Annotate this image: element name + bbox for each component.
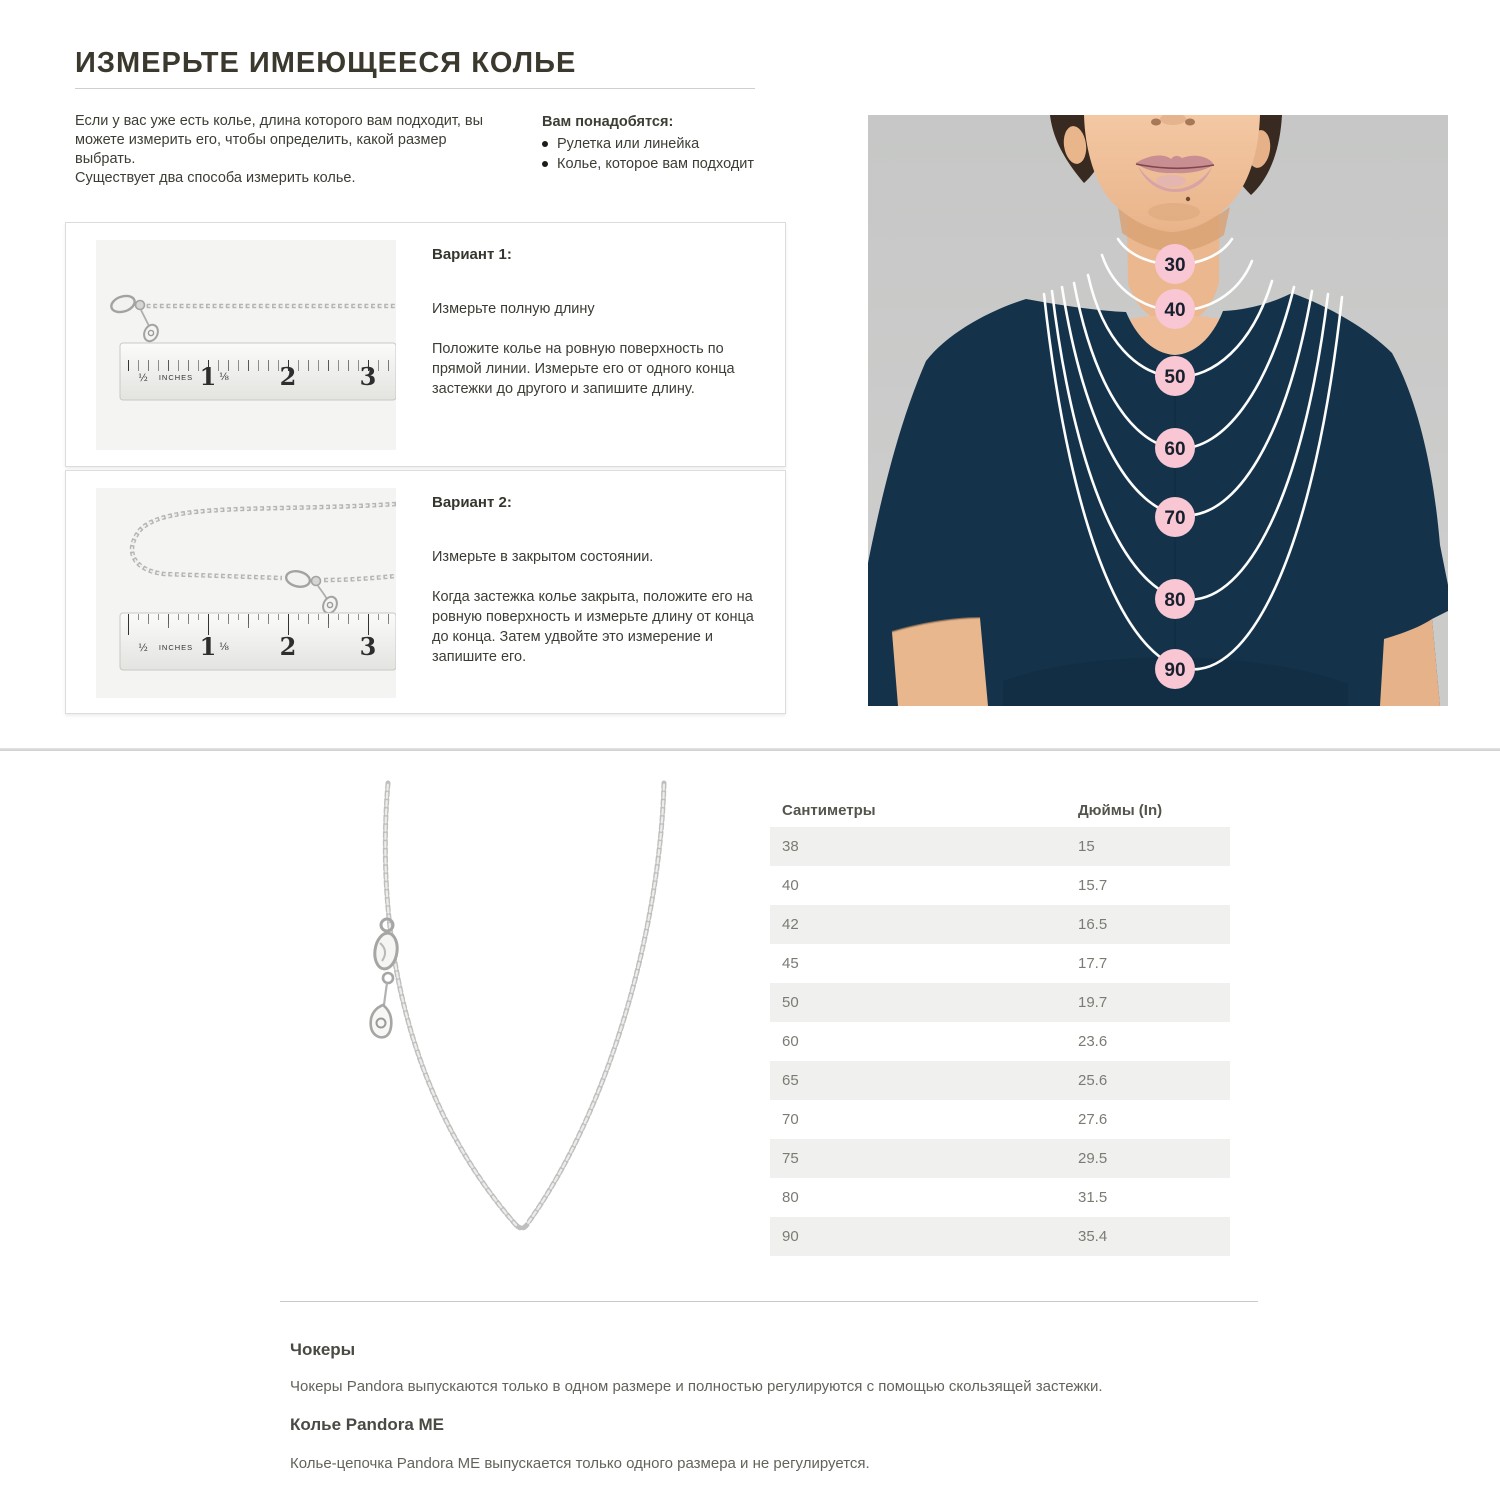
ruler-label: 2	[279, 362, 297, 391]
cell-cm: 42	[782, 916, 799, 933]
intro-text	[75, 112, 485, 188]
option-2-text	[432, 493, 772, 667]
cell-cm: 65	[782, 1072, 799, 1089]
ruler-label: INCHES	[158, 373, 194, 382]
footer-divider	[280, 1301, 1258, 1302]
cell-cm: 60	[782, 1033, 799, 1050]
product-necklace-image	[290, 775, 730, 1255]
table-row	[770, 905, 1230, 944]
cell-inches: 17.7	[1078, 955, 1108, 972]
table-row	[770, 1139, 1230, 1178]
page-title: ИЗМЕРЬТЕ ИМЕЮЩЕЕСЯ КОЛЬЕ	[75, 47, 577, 80]
cell-cm: 38	[782, 838, 799, 855]
size-circle-label: 40	[1164, 300, 1186, 321]
list-item	[542, 154, 782, 174]
ruler-label: 3	[359, 632, 377, 661]
cell-inches: 35.4	[1078, 1228, 1108, 1245]
cell-cm: 80	[782, 1189, 799, 1206]
option-2-body: Когда застежка колье закрыта, положите его на ровную поверхность и измерьте длину от конца до конца. Затем удвойте это измерение и запишите его.	[432, 589, 754, 665]
cell-cm: 40	[782, 877, 799, 894]
option-1-subtitle: Измерьте полную длину	[432, 301, 595, 317]
ruler-graphic	[120, 613, 396, 670]
ruler-graphic	[120, 343, 396, 400]
forearm-left	[892, 618, 988, 706]
cell-inches: 27.6	[1078, 1111, 1108, 1128]
ruler-chain-straight-illustration	[96, 240, 396, 450]
option-1-card	[65, 222, 786, 467]
cell-cm: 75	[782, 1150, 799, 1167]
pandora-me-heading: Колье Pandora ME	[290, 1415, 445, 1434]
list-item-label: Колье, которое вам подходит	[557, 156, 755, 172]
list-item-label: Рулетка или линейка	[557, 136, 700, 152]
chin-shadow	[1148, 203, 1200, 221]
option-1-image	[96, 240, 396, 450]
ruler-label: ½	[138, 373, 148, 384]
option-1-title: Вариант 1:	[432, 246, 512, 263]
ruler-label: 1	[199, 632, 217, 661]
size-circle-label: 90	[1164, 660, 1186, 681]
cell-inches: 31.5	[1078, 1189, 1108, 1206]
cell-inches: 16.5	[1078, 916, 1108, 933]
ruler-label: 2	[279, 632, 297, 661]
chain-straight	[109, 293, 396, 343]
chain-folded	[132, 504, 396, 615]
size-circle-label: 50	[1164, 367, 1186, 388]
pandora-me-text: Колье-цепочка Pandora ME выпускается только одного размера и не регулируется.	[290, 1455, 870, 1472]
table-row	[770, 827, 1230, 866]
chokers-text: Чокеры Pandora выпускаются только в одном размере и полностью регулируются с помощью скользящей застежки.	[290, 1378, 1103, 1395]
nostril-right	[1185, 119, 1195, 126]
option-2-card	[65, 470, 786, 714]
ruler-label: ⅛	[219, 372, 229, 383]
table-header-inches: Дюймы (In)	[1078, 801, 1163, 819]
table-row	[770, 1100, 1230, 1139]
ruler-chain-folded-illustration	[96, 488, 396, 698]
title-divider	[75, 88, 755, 89]
option-1-text	[432, 245, 772, 399]
bullet-icon	[542, 161, 548, 167]
intro-paragraph-2: Существует два способа измерить колье.	[75, 170, 356, 186]
beauty-mark	[1186, 197, 1190, 201]
size-circle-label: 70	[1164, 508, 1186, 529]
size-circle-label: 80	[1164, 590, 1186, 611]
option-2-image	[96, 488, 396, 698]
table-header-row	[770, 793, 1230, 827]
you-will-need-title: Вам понадобятся:	[542, 114, 674, 130]
table-row	[770, 866, 1230, 905]
option-2-title: Вариант 2:	[432, 494, 512, 511]
cell-cm: 90	[782, 1228, 799, 1245]
cell-cm: 70	[782, 1111, 799, 1128]
cell-inches: 25.6	[1078, 1072, 1108, 1089]
size-circle-label: 30	[1164, 255, 1186, 276]
size-circle-label: 60	[1164, 439, 1186, 460]
cell-inches: 29.5	[1078, 1150, 1108, 1167]
size-table	[770, 793, 1230, 1256]
table-header-cm: Сантиметры	[782, 801, 876, 819]
option-1-body: Положите колье на ровную поверхность по прямой линии. Измерьте его от одного конца застежки до другого и запишите длину.	[432, 341, 735, 397]
chain-highlights	[385, 783, 664, 1225]
ruler-label: INCHES	[158, 643, 194, 652]
clasp-icon	[285, 569, 340, 615]
section-divider	[0, 748, 1500, 751]
cell-cm: 45	[782, 955, 799, 972]
intro-paragraph-1: Если у вас уже есть колье, длина которого вам подходит, вы можете измерить его, чтобы определить, какой размер выбрать.	[75, 113, 484, 167]
nostril-left	[1151, 119, 1161, 126]
table-row	[770, 1061, 1230, 1100]
ruler-label: 1	[199, 362, 217, 391]
chokers-heading: Чокеры	[290, 1340, 356, 1359]
cell-inches: 15	[1078, 838, 1095, 855]
lobster-clasp-icon	[371, 919, 400, 1037]
clasp-icon	[109, 293, 160, 343]
silver-chain-illustration	[290, 775, 730, 1255]
model-photo-illustration	[868, 115, 1448, 706]
necklace-length-photo	[868, 115, 1448, 706]
option-2-subtitle: Измерьте в закрытом состоянии.	[432, 549, 654, 565]
table-row	[770, 983, 1230, 1022]
table-row	[770, 944, 1230, 983]
chain-strands	[385, 783, 664, 1228]
lip-highlight	[1156, 175, 1186, 187]
list-item	[542, 134, 782, 154]
cell-cm: 50	[782, 994, 799, 1011]
table-row	[770, 1217, 1230, 1256]
ruler-label: 3	[359, 362, 377, 391]
bullet-icon	[542, 141, 548, 147]
table-row	[770, 1022, 1230, 1061]
you-will-need-block	[542, 112, 782, 174]
ruler-label: ⅛	[219, 642, 229, 653]
cell-inches: 15.7	[1078, 877, 1108, 894]
cell-inches: 19.7	[1078, 994, 1108, 1011]
pandora-tag	[371, 1005, 392, 1037]
table-row	[770, 1178, 1230, 1217]
cell-inches: 23.6	[1078, 1033, 1108, 1050]
ruler-label: ½	[138, 643, 148, 654]
you-will-need-list	[542, 134, 782, 174]
